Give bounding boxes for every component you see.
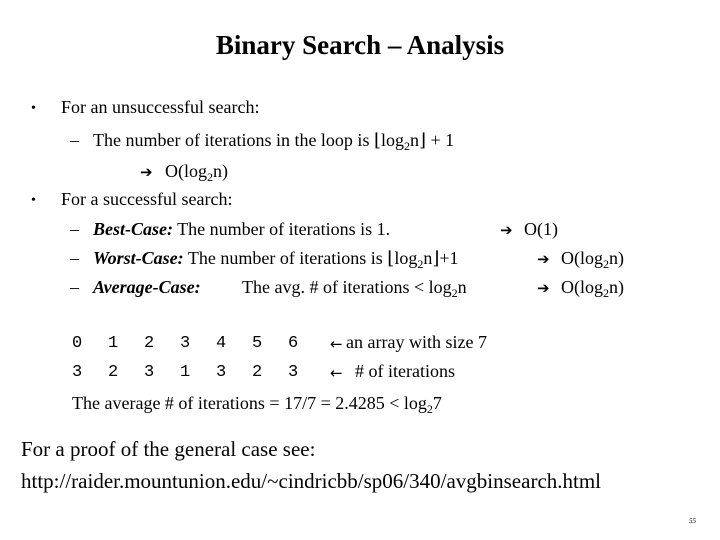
text-span: n) (609, 277, 624, 297)
index-cell: 3 (180, 334, 191, 353)
iterations-note: # of iterations (346, 361, 455, 381)
slide-number: 55 (689, 517, 696, 525)
dash-marker: – (70, 219, 79, 239)
log-base: 2 (451, 286, 458, 300)
index-cell: 4 (216, 334, 227, 353)
dash-marker: – (70, 248, 79, 268)
index-cell: 2 (144, 334, 155, 353)
log-base: 2 (207, 170, 213, 184)
right-arrow-icon: ➔ (537, 279, 550, 297)
var-n: n (410, 130, 419, 150)
bullet-marker: • (31, 193, 36, 208)
average-case-label (93, 277, 201, 298)
text-span: 7 (432, 393, 442, 413)
right-arrow-icon: ➔ (537, 250, 550, 268)
average-iterations-line (72, 393, 442, 414)
bullet-text-unsuccessful: For an unsuccessful search: (61, 97, 260, 117)
index-cell: 0 (72, 334, 83, 353)
var-n: n (423, 248, 433, 268)
dash-marker: – (70, 130, 79, 150)
iteration-cell: 3 (216, 363, 227, 382)
slide-title: Binary Search – Analysis (215, 30, 505, 60)
log-base: 2 (603, 286, 609, 300)
text-span: O(log (561, 248, 603, 268)
text-span: The number of iterations in the loop is (93, 130, 374, 150)
text-span: +1 (439, 248, 459, 268)
index-cell: 1 (108, 334, 119, 353)
text-span: The average # of iterations = 17/7 = 2.4285 < log (72, 393, 427, 413)
average-case-label-text: Average-Case: (93, 277, 201, 297)
iteration-cell: 2 (252, 363, 263, 382)
text-span: The number of iterations is (183, 248, 388, 268)
unsuccessful-complexity (165, 161, 228, 182)
log-base: 2 (426, 402, 433, 416)
log-base: 2 (603, 257, 609, 271)
best-case-line (93, 219, 390, 240)
right-arrow-icon: ➔ (140, 163, 153, 181)
text-span: n) (609, 248, 624, 268)
floor-close-symbol: ⌋ (419, 130, 427, 150)
floor-open-symbol: ⌊ (373, 130, 381, 150)
iteration-cell: 3 (72, 363, 83, 382)
unsuccessful-iterations-line (93, 130, 454, 151)
log-text: log (380, 130, 404, 150)
text-span: + 1 (426, 130, 455, 150)
average-case-text (242, 277, 467, 298)
text-span: The avg. # of iterations < log (242, 277, 452, 297)
iteration-cell: 3 (288, 363, 299, 382)
text-span: n (457, 277, 467, 297)
right-arrow-icon: ➔ (500, 221, 513, 239)
iteration-cell: 2 (108, 363, 119, 382)
iteration-cell: 3 (144, 363, 155, 382)
text-span: O(log (165, 161, 207, 181)
bullet-text-successful: For a successful search: (61, 189, 233, 209)
index-cell: 5 (252, 334, 263, 353)
left-arrow-icon: ← (330, 364, 343, 382)
iteration-cell: 1 (180, 363, 191, 382)
bullet-marker: • (31, 101, 36, 116)
proof-heading: For a proof of the general case see: (21, 437, 316, 461)
floor-close-symbol: ⌋ (432, 248, 440, 268)
array-size-note: an array with size 7 (346, 332, 487, 352)
left-arrow-icon: ← (330, 335, 343, 353)
worst-case-line (93, 248, 459, 269)
log-base: 2 (417, 257, 424, 271)
worst-case-label: Worst-Case: (93, 248, 184, 268)
dash-marker: – (70, 277, 79, 297)
floor-open-symbol: ⌊ (387, 248, 395, 268)
index-cell: 6 (288, 334, 299, 353)
text-span: The number of iterations is 1. (173, 219, 391, 239)
average-case-complexity (561, 277, 624, 298)
log-base: 2 (404, 139, 410, 153)
text-span: n) (213, 161, 228, 181)
text-span: O(log (561, 277, 603, 297)
best-case-label: Best-Case: (93, 219, 173, 239)
worst-case-complexity (561, 248, 624, 269)
log-text: log (394, 248, 418, 268)
proof-url: http://raider.mountunion.edu/~cindricbb/sp06/340/avgbinsearch.html (21, 469, 602, 493)
best-case-complexity: O(1) (524, 219, 558, 239)
